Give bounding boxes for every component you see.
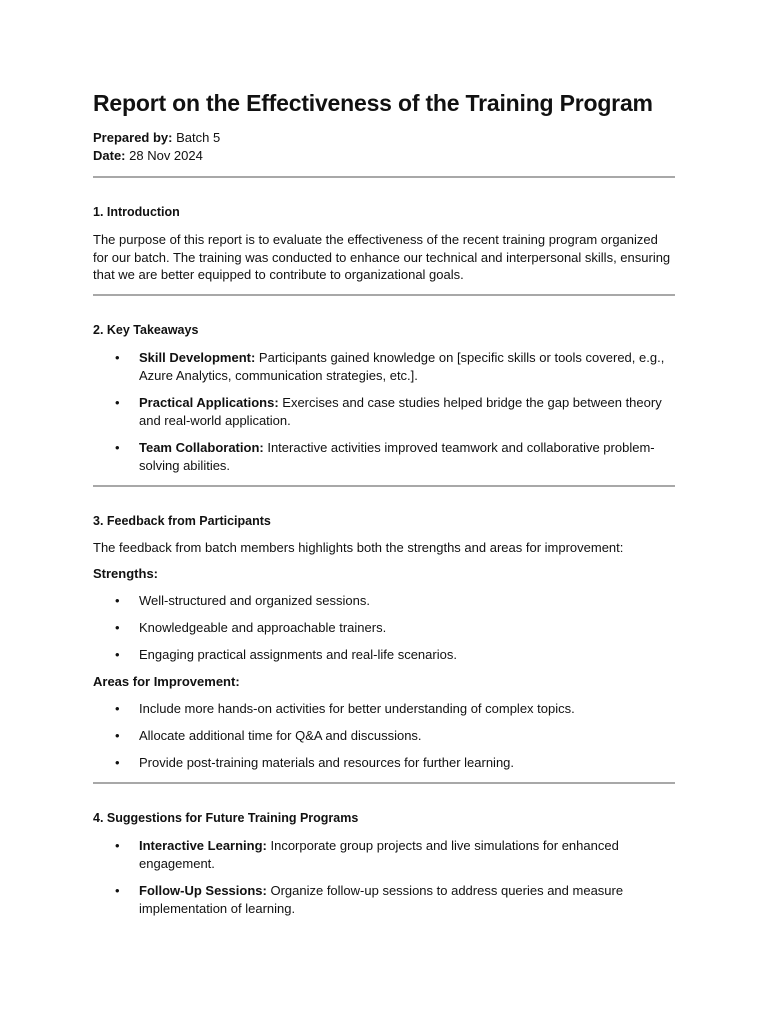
bullet-icon: • (115, 728, 120, 743)
bullet-icon: • (115, 755, 120, 770)
divider (93, 782, 675, 784)
bullet-icon: • (115, 394, 120, 410)
divider (93, 294, 675, 296)
list-item (115, 700, 675, 718)
list-item (115, 592, 675, 610)
bullet-icon: • (115, 593, 120, 608)
list-item-text: Well-structured and organized sessions. (139, 593, 370, 608)
list-item-text: Knowledgeable and approachable trainers. (139, 620, 387, 635)
list-item-label: Skill Development: (139, 349, 256, 365)
key-takeaways-list (93, 349, 675, 475)
list-item-label: Team Collaboration: (139, 439, 264, 455)
section-heading-key-takeaways: 2. Key Takeaways (93, 322, 199, 337)
date-line (93, 147, 675, 165)
bullet-icon: • (115, 647, 120, 662)
report-meta (93, 129, 675, 165)
section-heading-suggestions: 4. Suggestions for Future Training Programs (93, 811, 359, 825)
strengths-heading: Strengths: (93, 566, 158, 581)
bullet-icon: • (115, 701, 120, 716)
bullet-icon: • (115, 349, 120, 365)
prepared-by-line (93, 129, 675, 147)
list-item-text: Organize follow-up sessions to address queries and measure implementation of learning. (139, 883, 624, 916)
list-item-text: Interactive activities improved teamwork and collaborative problem-solving abilities. (139, 439, 655, 473)
list-item (115, 619, 675, 637)
list-item (115, 727, 675, 745)
improvements-list (93, 700, 675, 772)
list-item (115, 754, 675, 772)
list-item (115, 646, 675, 664)
list-item-text: Incorporate group projects and live simulations for enhanced engagement. (139, 838, 619, 871)
section-heading-introduction: 1. Introduction (93, 205, 180, 219)
bullet-icon: • (115, 838, 120, 853)
list-item (115, 882, 675, 918)
date-label: Date: (93, 148, 126, 163)
report-title: Report on the Effectiveness of the Training Program (93, 90, 653, 116)
list-item-text: Allocate additional time for Q&A and discussions. (139, 728, 422, 743)
list-item-text: Engaging practical assignments and real-life scenarios. (139, 647, 457, 662)
bullet-icon: • (115, 620, 120, 635)
list-item (115, 394, 675, 430)
list-item-label: Practical Applications: (139, 394, 279, 410)
bullet-icon: • (115, 439, 120, 455)
list-item-text: Provide post-training materials and resources for further learning. (139, 755, 515, 770)
divider (93, 176, 675, 178)
bullet-icon: • (115, 883, 120, 898)
date-value: 28 Nov 2024 (125, 148, 203, 163)
improvement-heading: Areas for Improvement: (93, 674, 240, 689)
list-item-label: Interactive Learning: (139, 838, 267, 853)
prepared-by-label: Prepared by: (93, 130, 173, 145)
list-item (115, 837, 675, 873)
section-heading-feedback: 3. Feedback from Participants (93, 513, 271, 528)
feedback-intro: The feedback from batch members highlights both the strengths and areas for improvement: (93, 539, 624, 555)
list-item (115, 349, 675, 385)
list-item-text: Include more hands-on activities for better understanding of complex topics. (139, 701, 575, 716)
suggestions-list (93, 837, 675, 918)
prepared-by-value: Batch 5 (172, 130, 221, 145)
list-item-text: Exercises and case studies helped bridge the gap between theory and real-world application. (139, 394, 662, 428)
introduction-paragraph: The purpose of this report is to evaluate the effectiveness of the recent training program organized for our batch. The training was conducted to enhance our technical and interpersonal skills, ensuring that we are better equipped to contribute to organizational goals. (93, 232, 671, 282)
list-item-label: Follow-Up Sessions: (139, 883, 267, 898)
divider (93, 485, 675, 487)
list-item-text: Participants gained knowledge on [specific skills or tools covered, e.g., Azure Analytics, communication strategies, etc.]. (139, 349, 665, 383)
list-item (115, 439, 675, 475)
strengths-list (93, 592, 675, 664)
